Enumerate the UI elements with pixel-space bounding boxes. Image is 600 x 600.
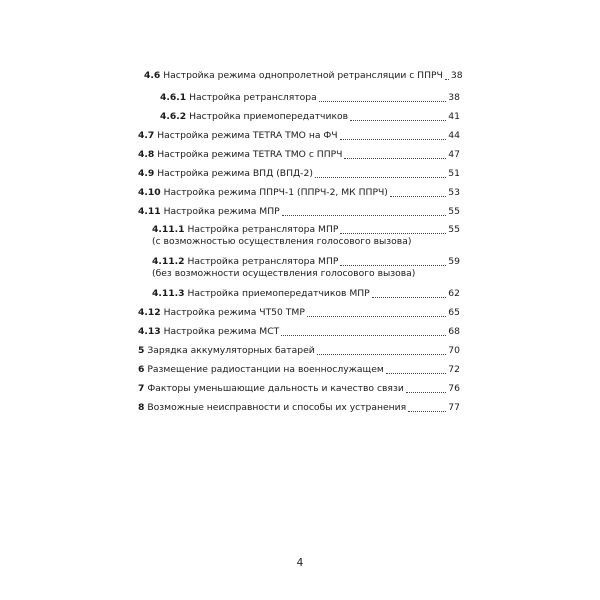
toc-entry-title: 4.10 Настройка режима ППРЧ-1 (ППРЧ-2, МК ППРЧ): [138, 187, 388, 198]
dot-leader: [319, 101, 447, 102]
dot-leader: [340, 139, 447, 140]
toc-entry-page: 70: [448, 345, 460, 356]
toc-entry-page: 68: [448, 326, 460, 337]
toc-entry-page: 47: [448, 149, 460, 160]
toc-entry-continuation: (без возможности осуществления голосового вызова): [152, 268, 416, 279]
dot-leader: [281, 335, 446, 336]
toc-entry-page: 55: [448, 224, 460, 235]
toc-entry-title: 4.11.3 Настройка приемопередатчиков МПР: [152, 288, 370, 299]
toc-entry-title: 6 Размещение радиостанции на военнослужащем: [138, 364, 384, 375]
toc-entry-title: 8 Возможные неисправности и способы их устранения: [138, 402, 407, 413]
toc-entry-title: 4.12 Настройка режима ЧТ50 ТМР: [138, 307, 305, 318]
toc-entry-page: 38: [448, 92, 460, 103]
toc-entry-4-6-1[interactable]: [160, 92, 460, 104]
dot-leader: [340, 265, 446, 266]
toc-entry-title: 4.8 Настройка режима TETRA TMO с ППРЧ: [138, 149, 343, 160]
toc-entry-4-9[interactable]: [138, 168, 460, 180]
dot-leader: [350, 120, 446, 121]
toc-entry-title: 4.6 Настройка режима однопролетной ретрансляции с ППРЧ: [144, 70, 443, 81]
toc-entry-4-11[interactable]: [138, 206, 460, 218]
dot-leader: [445, 79, 449, 80]
toc-entry-4-8[interactable]: [138, 149, 460, 161]
toc-entry-4-7[interactable]: [138, 130, 460, 142]
toc-entry-page: 72: [448, 364, 460, 375]
dot-leader: [344, 158, 446, 159]
dot-leader: [282, 215, 447, 216]
toc-entry-7[interactable]: [138, 383, 460, 395]
toc-entry-title: 4.6.2 Настройка приемопередатчиков: [160, 111, 349, 122]
toc-entry-page: 59: [448, 256, 460, 267]
dot-leader: [340, 233, 446, 234]
dot-leader: [386, 373, 447, 374]
toc-entry-5[interactable]: [138, 345, 460, 357]
dot-leader: [406, 392, 446, 393]
toc-entry-page: 38: [450, 70, 463, 81]
toc-entry-8[interactable]: [138, 402, 460, 414]
toc-entry-4-12[interactable]: [138, 307, 460, 319]
toc-entry-page: 77: [448, 402, 460, 413]
toc-entry-4-11-1[interactable]: [152, 224, 460, 248]
toc-entry-4-11-3[interactable]: [152, 288, 460, 300]
toc-entry-page: 55: [448, 206, 460, 217]
toc-entry-page: 51: [448, 168, 460, 179]
toc-entry-page: 53: [448, 187, 460, 198]
toc-entry-title: 4.6.1 Настройка ретранслятора: [160, 92, 317, 103]
toc-entry-page: 62: [448, 288, 460, 299]
dot-leader: [315, 177, 446, 178]
toc-entry-title: 4.9 Настройка режима ВПД (ВПД-2): [138, 168, 313, 179]
toc-entry-page: 65: [448, 307, 460, 318]
toc-entry-page: 41: [448, 111, 460, 122]
toc-entry-continuation: (с возможностью осуществления голосового вызова): [152, 236, 412, 247]
page-number: 4: [296, 557, 304, 569]
toc-entry-page: 44: [448, 130, 460, 141]
toc-entry-title: 4.13 Настройка режима МСТ: [138, 326, 280, 337]
toc-entry-title: 4.11 Настройка режима МПР: [138, 206, 280, 217]
toc-entry-title: 4.7 Настройка режима TETRA TMO на ФЧ: [138, 130, 338, 141]
toc-entry-4-10[interactable]: [138, 187, 460, 199]
dot-leader: [408, 411, 446, 412]
toc-entry-4-6[interactable]: [144, 70, 463, 82]
toc-entry-6[interactable]: [138, 364, 460, 376]
toc-entry-page: 76: [448, 383, 460, 394]
dot-leader: [390, 196, 446, 197]
toc-entry-title: 7 Факторы уменьшающие дальность и качество связи: [138, 383, 404, 394]
dot-leader: [307, 316, 446, 317]
toc-entry-4-13[interactable]: [138, 326, 460, 338]
dot-leader: [317, 354, 447, 355]
toc-entry-title: 5 Зарядка аккумуляторных батарей: [138, 345, 315, 356]
toc-entry-title: 4.11.1 Настройка ретранслятора МПР: [152, 224, 339, 235]
toc-entry-4-6-2[interactable]: [160, 111, 460, 123]
toc-entry-4-11-2[interactable]: [152, 256, 460, 280]
toc-entry-title: 4.11.2 Настройка ретранслятора МПР: [152, 256, 339, 267]
dot-leader: [372, 297, 447, 298]
